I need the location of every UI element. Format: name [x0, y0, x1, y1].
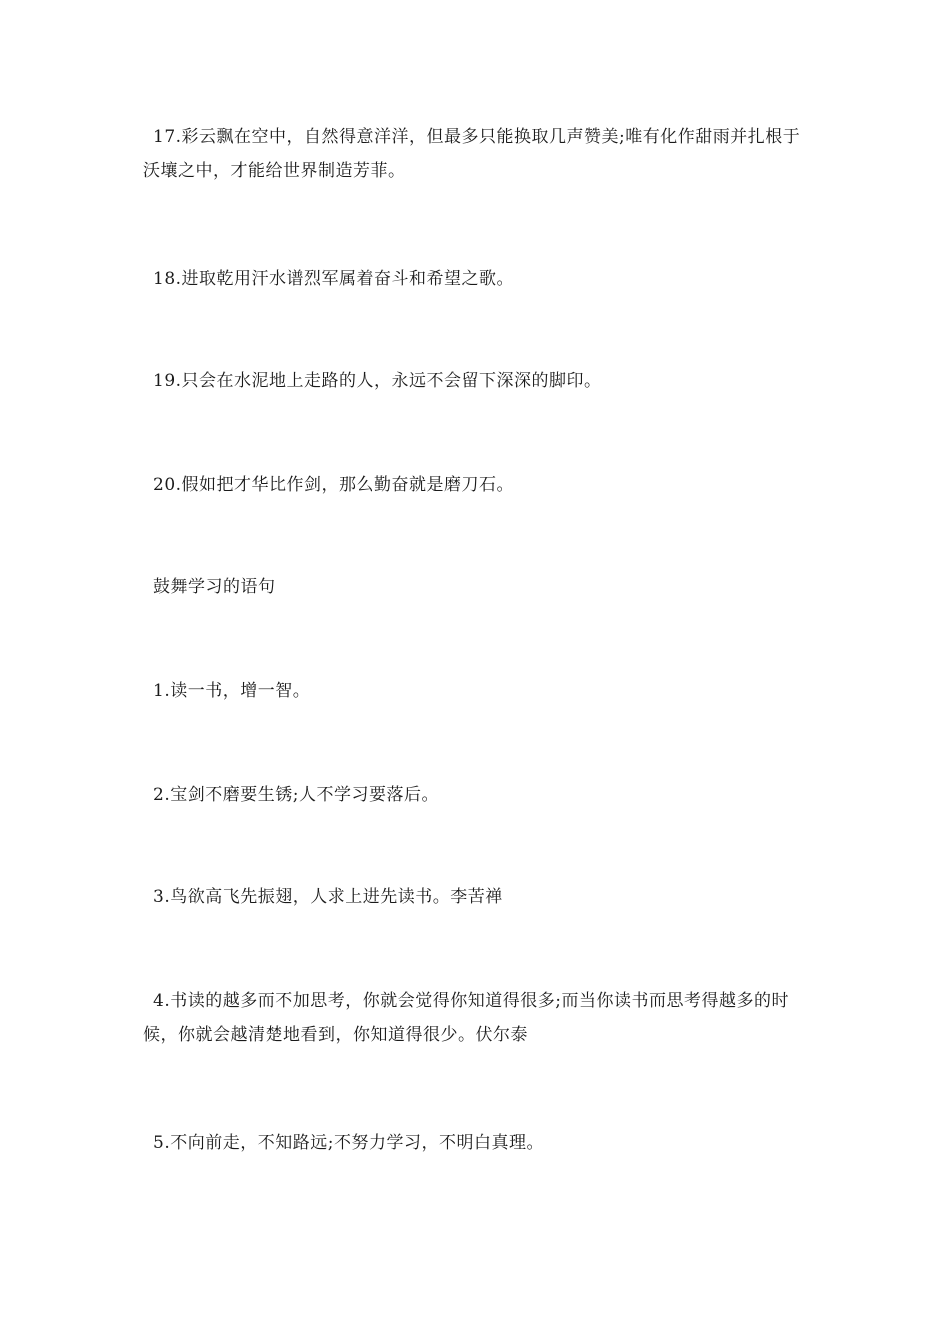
quote-5: 5.不向前走，不知路远;不努力学习，不明白真理。: [153, 1133, 544, 1153]
quote-2: 2.宝剑不磨要生锈;人不学习要落后。: [153, 785, 439, 805]
section-heading: 鼓舞学习的语句: [153, 577, 276, 597]
quote-3: 3.鸟欲高飞先振翅，人求上进先读书。李苦禅: [153, 887, 503, 907]
quote-1: 1.读一书，增一智。: [153, 681, 311, 701]
paragraph-19: 19.只会在水泥地上走路的人，永远不会留下深深的脚印。: [153, 371, 602, 391]
paragraph-17: 17.彩云飘在空中，自然得意洋洋，但最多只能换取几声赞美;唯有化作甜雨并扎根于沃壤之中，才能给世界制造芳菲。: [143, 127, 801, 181]
quote-4: 4.书读的越多而不加思考，你就会觉得你知道得很多;而当你读书而思考得越多的时候，你就会越清楚地看到，你知道得很少。伏尔泰: [143, 991, 789, 1045]
paragraph-20: 20.假如把才华比作剑，那么勤奋就是磨刀石。: [153, 475, 515, 495]
paragraph-18: 18.进取乾用汗水谱烈军属着奋斗和希望之歌。: [153, 269, 515, 289]
